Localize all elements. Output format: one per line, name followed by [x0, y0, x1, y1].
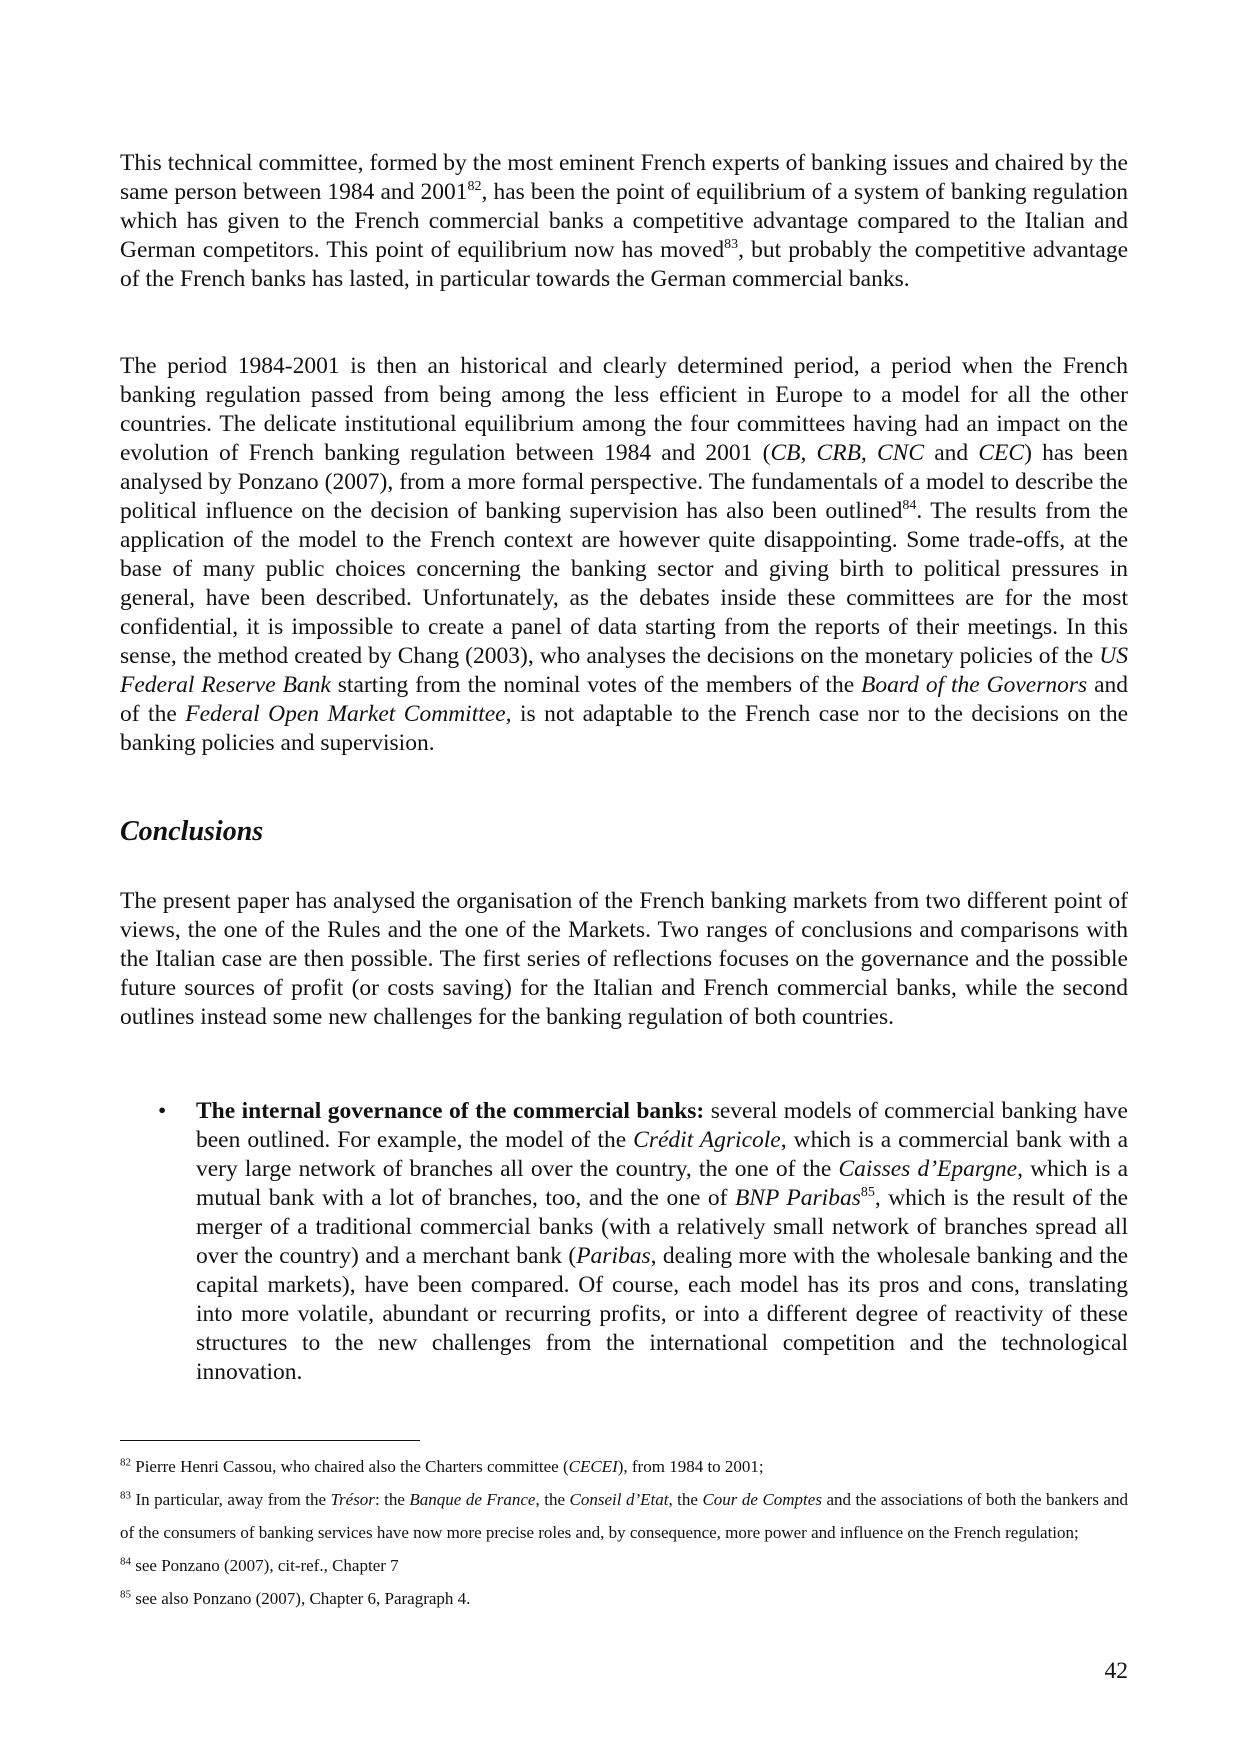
- text-run: , dealing more with the wholesale banking and the capital markets), have been compared. Of course, each model has its pros and cons, translating into more volatile, abundant or recurring profits, or into a different degree of reactivity of these structures to the new challenges from the international competition and the technological innovation.: [196, 1243, 1128, 1385]
- footnote-84: [120, 1549, 1128, 1582]
- text-run: , which is a mutual bank with a lot of branches, too, and the one of: [196, 1156, 1128, 1211]
- italic-run: CB, CRB, CNC: [770, 440, 925, 466]
- italic-run: Cour de Comptes: [702, 1490, 822, 1509]
- footnote-number: 82: [120, 1456, 131, 1469]
- section-heading-conclusions: Conclusions: [120, 816, 264, 847]
- page-number: 42: [1104, 1658, 1128, 1684]
- text-run: , which is a commercial bank with a very large network of branches all over the country, the one of the: [196, 1127, 1128, 1182]
- footnote-ref-82[interactable]: 82: [467, 179, 482, 195]
- bullet-icon: •: [158, 1098, 167, 1124]
- footnotes: [120, 1450, 1128, 1615]
- text-run: and: [924, 440, 979, 466]
- italic-run: Banque de France: [409, 1490, 536, 1509]
- text-run: In particular, away from the: [131, 1490, 331, 1509]
- text-run: see also Ponzano (2007), Chapter 6, Paragraph 4.: [131, 1589, 471, 1608]
- text-run: , has been the point of equilibrium of a system of banking regulation which has given to the French commercial banks a competitive advantage compared to the Italian and German competitors. This point of equilibrium now has moved: [120, 179, 1128, 263]
- text-run: see Ponzano (2007), cit-ref., Chapter 7: [131, 1556, 399, 1575]
- paragraph-text: [120, 352, 1128, 758]
- text-run: : the: [374, 1490, 410, 1509]
- italic-run: CEC: [978, 440, 1025, 466]
- footnote-ref-85[interactable]: 85: [860, 1185, 875, 1201]
- text-run: . The results from the application of the model to the French context are however quite disappointing. Some trade-offs, at the base of many public choices concerning the banking sector and giving birth to political pressures in general, have been described. Unfortunately, as the debates inside these committees are for the most confidential, it is impossible to create a panel of data starting from the reports of their meetings. In this sense, the method created by Chang (2003), who analyses the decisions on the monetary policies of the: [120, 498, 1129, 669]
- list-item: [158, 1097, 1129, 1387]
- italic-run: Federal Open Market Committee,: [185, 701, 512, 727]
- body-paragraph-period: [120, 352, 1128, 758]
- footnote-number: 84: [120, 1555, 131, 1568]
- footnote-number: 85: [120, 1588, 131, 1601]
- text-run: ), from 1984 to 2001;: [617, 1457, 764, 1476]
- text-run: Pierre Henri Cassou, who chaired also the Charters committee (: [131, 1457, 569, 1476]
- body-paragraph-conclusions: [120, 887, 1128, 1032]
- italic-run: CECEI: [568, 1457, 618, 1476]
- italic-run: Crédit Agricole: [633, 1127, 781, 1153]
- footnote-ref-83[interactable]: 83: [724, 237, 739, 253]
- body-paragraph-committee: [120, 149, 1128, 294]
- footnote-82: [120, 1450, 1128, 1483]
- italic-run: Conseil d’Etat: [569, 1490, 669, 1509]
- text-run: , the: [535, 1490, 570, 1509]
- footnote-number: 83: [120, 1489, 131, 1502]
- paragraph-text: [120, 149, 1128, 294]
- text-run: , but probably the competitive advantage of the French banks has lasted, in particular towards the German commercial banks.: [120, 237, 1129, 292]
- italic-run: BNP Paribas: [734, 1185, 861, 1211]
- bullet-list: [158, 1097, 1129, 1387]
- italic-run: Trésor: [330, 1490, 375, 1509]
- text-run: This technical committee, formed by the most eminent French experts of banking issues and chaired by the same person between 1984 and 2001: [120, 150, 1128, 205]
- italic-run: US Federal Reserve Bank: [120, 643, 1128, 698]
- footnote-85: [120, 1582, 1128, 1615]
- text-run: The period 1984-2001 is then an historical and clearly determined period, a period when the French banking regulation passed from being among the less efficient in Europe to a model for all the other countries. The delicate institutional equilibrium among the four committees having had an impact on the evolution of French banking regulation between 1984 and 2001 (: [120, 353, 1128, 466]
- bold-lead: The internal governance of the commercial banks:: [196, 1098, 705, 1124]
- text-run: is not adaptable to the French case nor to the decisions on the banking policies and supervision.: [120, 701, 1129, 756]
- text-run: starting from the nominal votes of the members of the: [330, 672, 862, 698]
- text-run: , the: [668, 1490, 703, 1509]
- text-run: , which is the result of the merger of a traditional commercial banks (with a relatively small network of branches spread all over the country) and a merchant bank (: [196, 1185, 1129, 1269]
- footnote-separator: [120, 1440, 420, 1441]
- text-run: ) has been analysed by Ponzano (2007), from a more formal perspective. The fundamentals of a model to describe the political influence on the decision of banking supervision has also been outlined: [120, 440, 1129, 524]
- italic-run: Board of the Governors: [861, 672, 1088, 698]
- text-run: and of the: [120, 672, 1128, 727]
- footnote-83: [120, 1483, 1128, 1549]
- italic-run: Paribas: [576, 1243, 651, 1269]
- text-run: and the associations of both the bankers and of the consumers of banking services have now more precise roles and, by consequence, more power and influence on the French regulation;: [120, 1490, 1128, 1542]
- text-run: several models of commercial banking have been outlined. For example, the model of the: [196, 1098, 1128, 1153]
- footnote-ref-84[interactable]: 84: [902, 498, 917, 514]
- paragraph-text: The present paper has analysed the organisation of the French banking markets from two different point of views, the one of the Rules and the one of the Markets. Two ranges of conclusions and comparisons with the Italian case are then possible. The first series of reflections focuses on the governance and the possible future sources of profit (or costs saving) for the Italian and French commercial banks, while the second outlines instead some new challenges for the banking regulation of both countries.: [120, 888, 1128, 1030]
- italic-run: Caisses d’Epargne: [838, 1156, 1018, 1182]
